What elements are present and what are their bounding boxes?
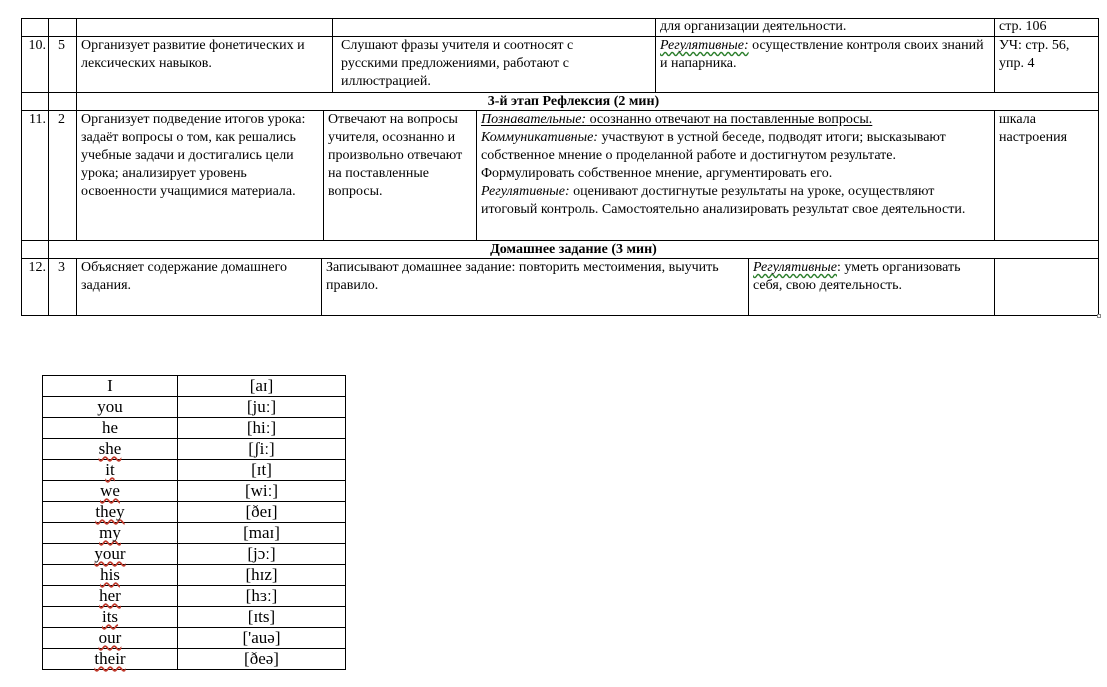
row-minutes: 2 — [58, 112, 65, 127]
uud-type-label: Познавательные: — [481, 112, 587, 127]
uud-continuation: для организации деятельности. — [660, 19, 847, 34]
table-row — [43, 523, 346, 544]
uud-type-label: Коммуникативные: — [481, 130, 598, 145]
pronoun-word: they — [43, 502, 178, 523]
students-activity: Отвечают на вопросы учителя, осознанно и произвольно отвечают на поставленные вопросы. — [328, 112, 463, 199]
table-row — [43, 481, 346, 502]
col-line — [1098, 18, 1099, 316]
uud-text: участвуют в устной беседе, подводят итоги; высказывают собственное мнение о проделанной работе и достигнутом результате. Формулировать собственное мнение, аргументировать его. — [481, 130, 946, 181]
table-resize-handle[interactable] — [1097, 314, 1101, 318]
table-row — [43, 649, 346, 670]
pronoun-word: you — [43, 397, 178, 418]
table-row — [43, 418, 346, 439]
pronoun-transcription: [juː] — [178, 397, 346, 418]
uud-type-label: Регулятивные: — [660, 38, 749, 53]
pronoun-word: its — [43, 607, 178, 628]
uud-description — [477, 111, 989, 219]
uud-text: осознанно отвечают на поставленные вопросы. — [586, 112, 873, 127]
pronoun-word: my — [43, 523, 178, 544]
table-row — [43, 607, 346, 628]
teacher-activity: Объясняет содержание домашнего задания. — [81, 260, 287, 293]
pronoun-transcription: [wiː] — [178, 481, 346, 502]
pronoun-word: his — [43, 565, 178, 586]
row-number: 11. — [29, 112, 46, 127]
pronoun-word: your — [43, 544, 178, 565]
stage-header: 3-й этап Рефлексия (2 мин) — [487, 94, 660, 109]
table-row — [43, 628, 346, 649]
table-row — [43, 460, 346, 481]
teacher-activity: Организует развитие фонетических и лексических навыков. — [81, 38, 305, 71]
table-row — [43, 586, 346, 607]
uud-type-label: Регулятивные: — [481, 184, 570, 199]
col-line — [332, 18, 333, 92]
resources: УЧ: стр. 56, упр. 4 — [999, 38, 1070, 71]
pronoun-transcription: [hɜː] — [178, 586, 346, 607]
table-row — [43, 397, 346, 418]
pronoun-word: he — [43, 418, 178, 439]
pronoun-transcription: [hiː] — [178, 418, 346, 439]
table-row — [43, 502, 346, 523]
pronoun-transcription: [maɪ] — [178, 523, 346, 544]
pronoun-transcription: [ɪts] — [178, 607, 346, 628]
lesson-plan-table — [21, 18, 1099, 316]
pronoun-transcription: [hɪz] — [178, 565, 346, 586]
uud-text: осуществление контроля своих знаний и напарника. — [660, 38, 984, 71]
row-minutes: 3 — [58, 260, 65, 275]
col-line — [994, 258, 995, 316]
pronoun-transcription: [aɪ] — [178, 376, 346, 397]
row-line — [21, 315, 1099, 316]
pronoun-transcription: [ʃiː] — [178, 439, 346, 460]
pronoun-transcription: [ðeə] — [178, 649, 346, 670]
uud-text: оценивают достигнутые результаты на уроке, осуществляют итоговый контроль. Самостоятельно анализировать результат свое деятельности. — [481, 184, 966, 217]
pronoun-word: our — [43, 628, 178, 649]
table-row — [43, 544, 346, 565]
pronoun-table — [42, 375, 346, 670]
row-number: 12. — [28, 260, 46, 275]
pronoun-table-body — [43, 376, 346, 670]
pronoun-word: she — [43, 439, 178, 460]
table-row — [43, 376, 346, 397]
pronoun-word: their — [43, 649, 178, 670]
table-row — [43, 565, 346, 586]
pronoun-transcription: [ðeɪ] — [178, 502, 346, 523]
pronoun-word: we — [43, 481, 178, 502]
pronoun-transcription: [jɔː] — [178, 544, 346, 565]
uud-text: : уметь организовать себя, свою деятельность. — [753, 260, 961, 293]
students-activity: Записывают домашнее задание: повторить местоимения, выучить правило. — [326, 260, 719, 293]
pronoun-word: I — [43, 376, 178, 397]
row-minutes: 5 — [58, 38, 65, 53]
resources: шкала настроения — [999, 112, 1068, 145]
pronoun-transcription: [ɪt] — [178, 460, 346, 481]
teacher-activity: Организует подведение итогов урока: задаёт вопросы о том, как решались учебные задачи и достигались цели урока; анализирует уровень освоенности учащимися материала. — [81, 112, 306, 199]
uud-type-label: Регулятивные — [753, 260, 837, 275]
pronoun-word: it — [43, 460, 178, 481]
row-number: 10. — [28, 38, 46, 53]
uud-description — [656, 37, 994, 73]
resource-page: стр. 106 — [999, 19, 1047, 34]
pronoun-word: her — [43, 586, 178, 607]
stage-header: Домашнее задание (3 мин) — [490, 242, 657, 257]
uud-description — [749, 259, 989, 295]
pronoun-transcription: ['auə] — [178, 628, 346, 649]
table-row — [43, 439, 346, 460]
students-activity: Слушают фразы учителя и соотносят с русскими предложениями, работают с иллюстрацией. — [341, 38, 574, 89]
